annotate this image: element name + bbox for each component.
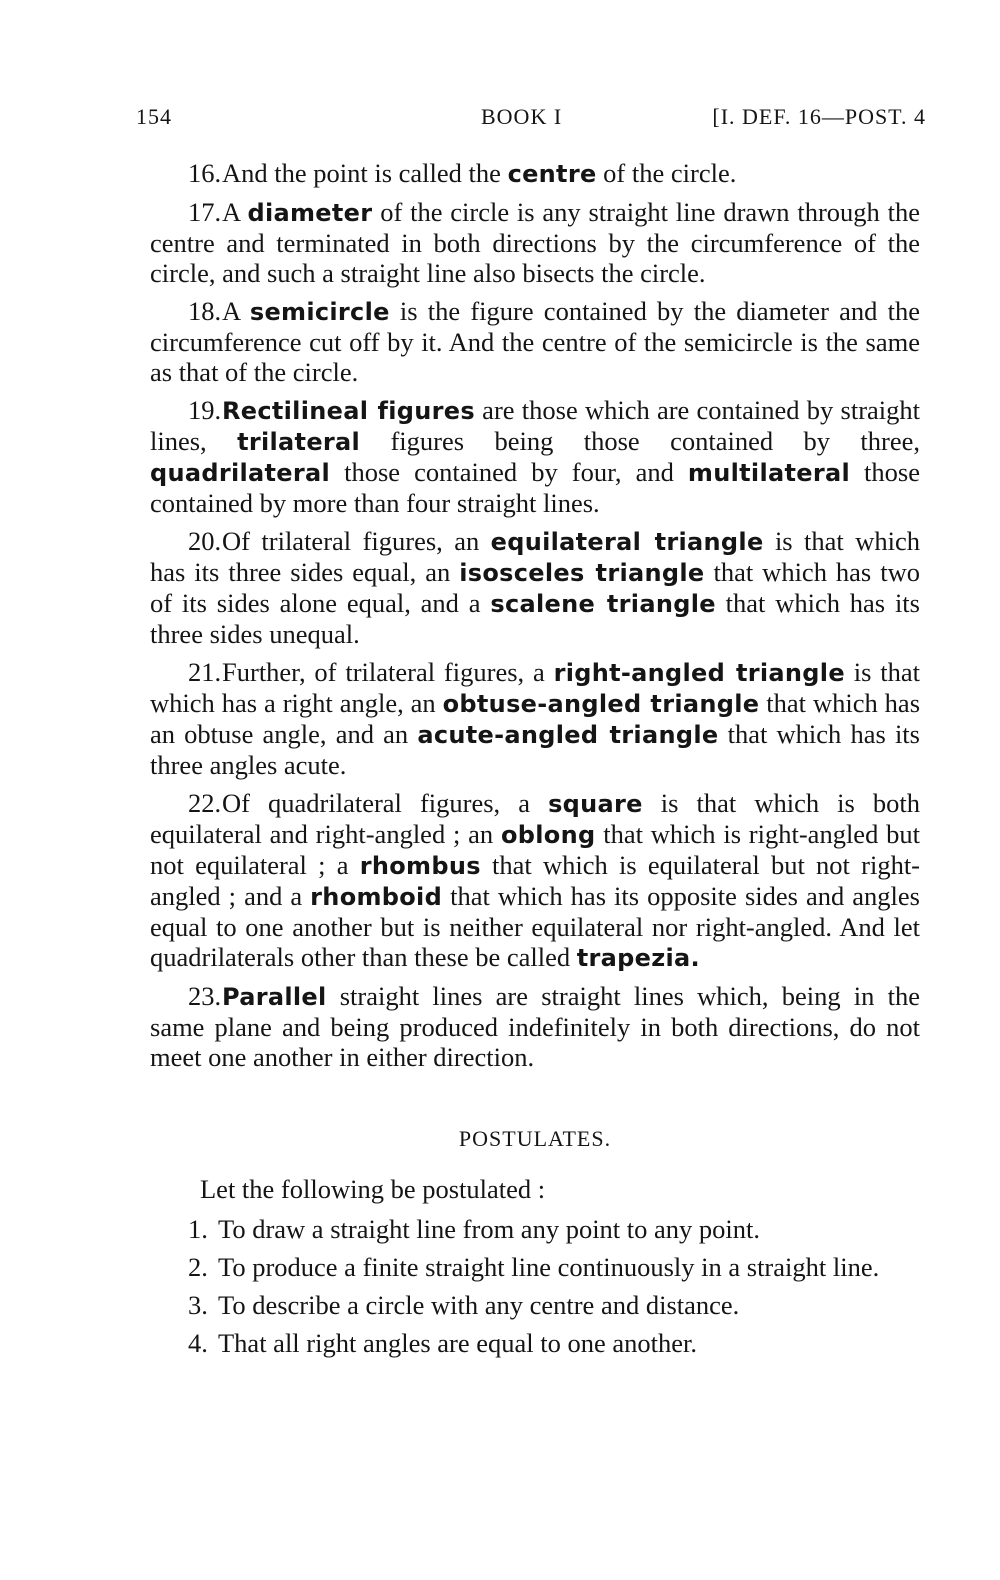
definition-23 [150, 981, 920, 1072]
defined-term: trapezia. [576, 944, 700, 972]
postulates-intro: Let the following be postulated : [200, 1174, 546, 1204]
defined-term: rhomboid [310, 883, 443, 911]
page-body [150, 158, 920, 1366]
defined-term: isosceles triangle [459, 559, 705, 587]
defined-term: rhombus [359, 852, 481, 880]
definition-number: 23. [188, 981, 222, 1011]
postulate-text: That all right angles are equal to one another. [218, 1328, 698, 1358]
definitions-list [150, 158, 920, 1072]
defined-term: diameter [247, 199, 373, 227]
definition-text: figures being those contained by three, [360, 426, 920, 456]
definition-19 [150, 395, 920, 518]
defined-term: scalene triangle [490, 590, 716, 618]
defined-term: equilateral triangle [490, 528, 764, 556]
definition-number: 19. [188, 395, 222, 425]
definition-text: those contained by more than four straight lines. [150, 457, 920, 518]
definition-16 [150, 158, 920, 189]
defined-term: Rectilineal figures [222, 397, 475, 425]
defined-term: trilateral [237, 428, 361, 456]
definition-text: straight lines are straight lines which, being in the same plane and being produced indefinitely in both directions, do not meet one another in either direction. [150, 981, 920, 1072]
definition-text: that which has two of its sides alone equal, and a [150, 557, 920, 618]
section-reference: [I. DEF. 16—POST. 4 [712, 104, 926, 129]
postulate-3 [150, 1290, 920, 1320]
running-header [136, 104, 926, 138]
postulate-text: To draw a straight line from any point to any point. [218, 1214, 761, 1244]
defined-term: quadrilateral [150, 459, 331, 487]
definition-text: those contained by four, and [330, 457, 688, 487]
postulate-number: 1. [188, 1214, 208, 1244]
defined-term: centre [507, 160, 597, 188]
definition-22 [150, 788, 920, 973]
definition-text: is that which is both equilateral and right-angled ; an [150, 788, 920, 849]
postulate-number: 2. [188, 1252, 208, 1282]
definition-text: A [222, 296, 250, 326]
defined-term: oblong [500, 821, 596, 849]
postulates-list [150, 1214, 920, 1358]
page-number: 154 [136, 104, 172, 129]
definition-text: of the circle is any straight line drawn through the centre and terminated in both directions by the circumference of the circle, and such a straight line also bisects the circle. [150, 197, 920, 288]
definition-text: Of trilateral figures, an [222, 526, 491, 556]
definition-18 [150, 296, 920, 387]
definition-number: 22. [188, 788, 222, 818]
postulate-text: To describe a circle with any centre and distance. [218, 1290, 740, 1320]
definition-text: Of quadrilateral figures, a [222, 788, 549, 818]
definition-text: are those which are contained by straight lines, [150, 395, 920, 456]
definition-text: is that which has a right angle, an [150, 657, 921, 718]
definition-text: that which is right-angled but not equilateral ; a [150, 819, 920, 880]
defined-term: obtuse-angled triangle [442, 690, 760, 718]
definition-number: 16. [188, 158, 222, 188]
defined-term: multilateral [687, 459, 850, 487]
definition-number: 21. [188, 657, 222, 687]
definition-text: And the point is called the [222, 158, 508, 188]
defined-term: square [548, 790, 643, 818]
defined-term: Parallel [222, 983, 327, 1011]
postulate-1 [150, 1214, 920, 1244]
definition-17 [150, 197, 920, 288]
postulate-2 [150, 1252, 920, 1282]
definition-number: 20. [188, 526, 222, 556]
definition-21 [150, 657, 920, 780]
definition-text: that which is equilateral but not right-angled ; and a [150, 850, 921, 911]
postulates-heading: POSTULATES. [458, 1126, 612, 1151]
defined-term: semicircle [249, 298, 390, 326]
postulate-number: 4. [188, 1328, 208, 1358]
postulate-4 [150, 1328, 920, 1358]
definition-text: that which has an obtuse angle, and an [150, 688, 921, 749]
definition-text: A [222, 197, 248, 227]
definition-number: 17. [188, 197, 222, 227]
defined-term: right-angled triangle [553, 659, 845, 687]
postulate-number: 3. [188, 1290, 208, 1320]
definition-text: Further, of trilateral figures, a [222, 657, 554, 687]
definition-20 [150, 526, 920, 649]
postulate-text: To produce a finite straight line continuously in a straight line. [218, 1252, 880, 1282]
book-title: BOOK I [481, 104, 563, 129]
defined-term: acute-angled triangle [417, 721, 719, 749]
definition-text: that which has its opposite sides and angles equal to one another but is neither equilateral nor right-angled. And let quadrilaterals other than these be called [150, 881, 920, 972]
definition-text: is the figure contained by the diameter and the circumference cut off by it. And the centre of the semicircle is the same as that of the circle. [150, 296, 920, 387]
definition-text: is that which has its three sides equal, an [150, 526, 920, 587]
definition-text: that which has its three sides unequal. [150, 588, 920, 649]
definition-number: 18. [188, 296, 222, 326]
definition-text: of the circle. [596, 158, 737, 188]
definition-text: that which has its three angles acute. [150, 719, 920, 780]
